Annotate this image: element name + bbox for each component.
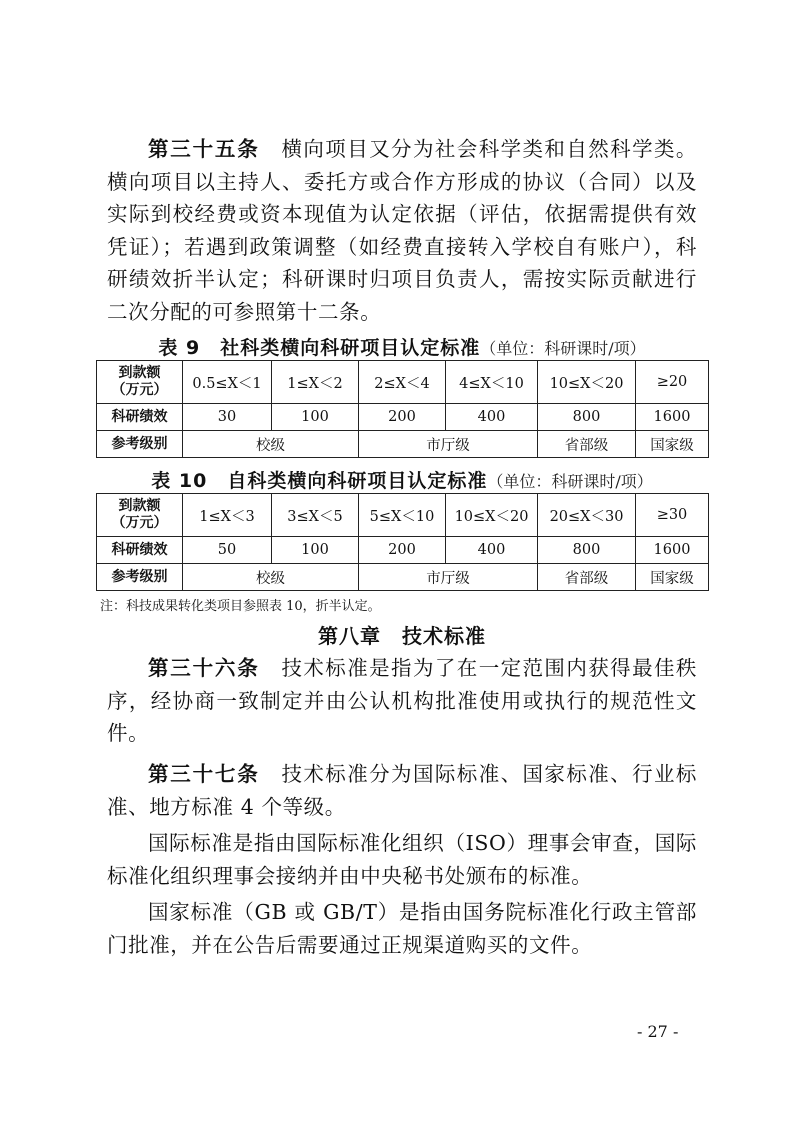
table-row xyxy=(97,564,709,591)
level-cell: 国家级 xyxy=(636,431,709,458)
level-cell: 市厅级 xyxy=(359,431,538,458)
table-row xyxy=(97,404,709,431)
score-cell: 50 xyxy=(183,537,272,564)
paragraph-national-standard: 国家标准（GB 或 GB/T）是指由国务院标准化行政主管部门批准，并在公告后需要通过正规渠道购买的文件。 xyxy=(107,900,697,957)
range-cell: 10≤X＜20 xyxy=(538,361,636,404)
table-10 xyxy=(96,493,709,591)
paragraph-international-standard: 国际标准是指由国际标准化组织（ISO）理事会审查，国际标准化组织理事会接纳并由中央秘书处颁布的标准。 xyxy=(107,831,697,888)
range-cell: 0.5≤X＜1 xyxy=(183,361,272,404)
article-37-text: 技术标准分为国际标准、国家标准、行业标准、地方标准 4 个等级。 xyxy=(107,762,697,819)
article-37 xyxy=(107,758,697,823)
article-36 xyxy=(107,652,697,750)
table-9 xyxy=(96,360,709,458)
article-35-label: 第三十五条 xyxy=(148,137,260,161)
table-row xyxy=(97,494,709,537)
score-cell: 200 xyxy=(359,404,446,431)
page-number: - 27 - xyxy=(637,1022,679,1041)
range-cell: ≥30 xyxy=(636,494,709,537)
level-cell: 省部级 xyxy=(538,431,636,458)
article-35 xyxy=(107,133,697,328)
table-9-unit: （单位：科研课时/项） xyxy=(480,339,646,358)
range-cell: 1≤X＜2 xyxy=(272,361,359,404)
score-cell: 100 xyxy=(272,537,359,564)
table-10-unit: （单位：科研课时/项） xyxy=(487,472,653,491)
range-cell: 20≤X＜30 xyxy=(538,494,636,537)
article-36-label: 第三十六条 xyxy=(148,656,260,680)
row-header-level: 参考级别 xyxy=(97,431,183,458)
level-cell: 市厅级 xyxy=(359,564,538,591)
row-header-score: 科研绩效 xyxy=(97,537,183,564)
row-header-amount: 到款额 （万元） xyxy=(97,361,183,404)
score-cell: 1600 xyxy=(636,404,709,431)
chapter-heading: 第八章 技术标准 xyxy=(318,624,486,648)
table-10-title: 表 10 自科类横向科研项目认定标准 xyxy=(151,470,488,492)
score-cell: 200 xyxy=(359,537,446,564)
score-cell: 1600 xyxy=(636,537,709,564)
table-10-caption xyxy=(96,466,708,493)
article-35-text: 横向项目又分为社会科学类和自然科学类。横向项目以主持人、委托方或合作方形成的协议（合同）以及实际到校经费或资本现值为认定依据（评估，依据需提供有效凭证）；若遇到政策调整（如经费直接转入学校自有账户），科研绩效折半认定；科研课时归项目负责人，需按实际贡献进行二次分配的可参照第十二条。 xyxy=(107,137,697,324)
level-cell: 校级 xyxy=(183,431,359,458)
score-cell: 30 xyxy=(183,404,272,431)
level-cell: 国家级 xyxy=(636,564,709,591)
range-cell: 4≤X＜10 xyxy=(446,361,538,404)
table-9-caption xyxy=(96,333,708,360)
row-header-score: 科研绩效 xyxy=(97,404,183,431)
score-cell: 800 xyxy=(538,537,636,564)
range-cell: 10≤X＜20 xyxy=(446,494,538,537)
row-header-amount: 到款额 （万元） xyxy=(97,494,183,537)
table-row xyxy=(97,431,709,458)
article-37-label: 第三十七条 xyxy=(148,762,260,786)
table-row xyxy=(97,537,709,564)
score-cell: 400 xyxy=(446,537,538,564)
table-note: 注：科技成果转化类项目参照表 10，折半认定。 xyxy=(100,599,381,614)
score-cell: 800 xyxy=(538,404,636,431)
row-header-level: 参考级别 xyxy=(97,564,183,591)
range-cell: 1≤X＜3 xyxy=(183,494,272,537)
range-cell: ≥20 xyxy=(636,361,709,404)
article-36-text: 技术标准是指为了在一定范围内获得最佳秩序，经协商一致制定并由公认机构批准使用或执行的规范性文件。 xyxy=(107,656,697,745)
score-cell: 100 xyxy=(272,404,359,431)
range-cell: 2≤X＜4 xyxy=(359,361,446,404)
range-cell: 3≤X＜5 xyxy=(272,494,359,537)
table-row xyxy=(97,361,709,404)
level-cell: 校级 xyxy=(183,564,359,591)
level-cell: 省部级 xyxy=(538,564,636,591)
score-cell: 400 xyxy=(446,404,538,431)
table-9-title: 表 9 社科类横向科研项目认定标准 xyxy=(158,337,481,359)
range-cell: 5≤X＜10 xyxy=(359,494,446,537)
